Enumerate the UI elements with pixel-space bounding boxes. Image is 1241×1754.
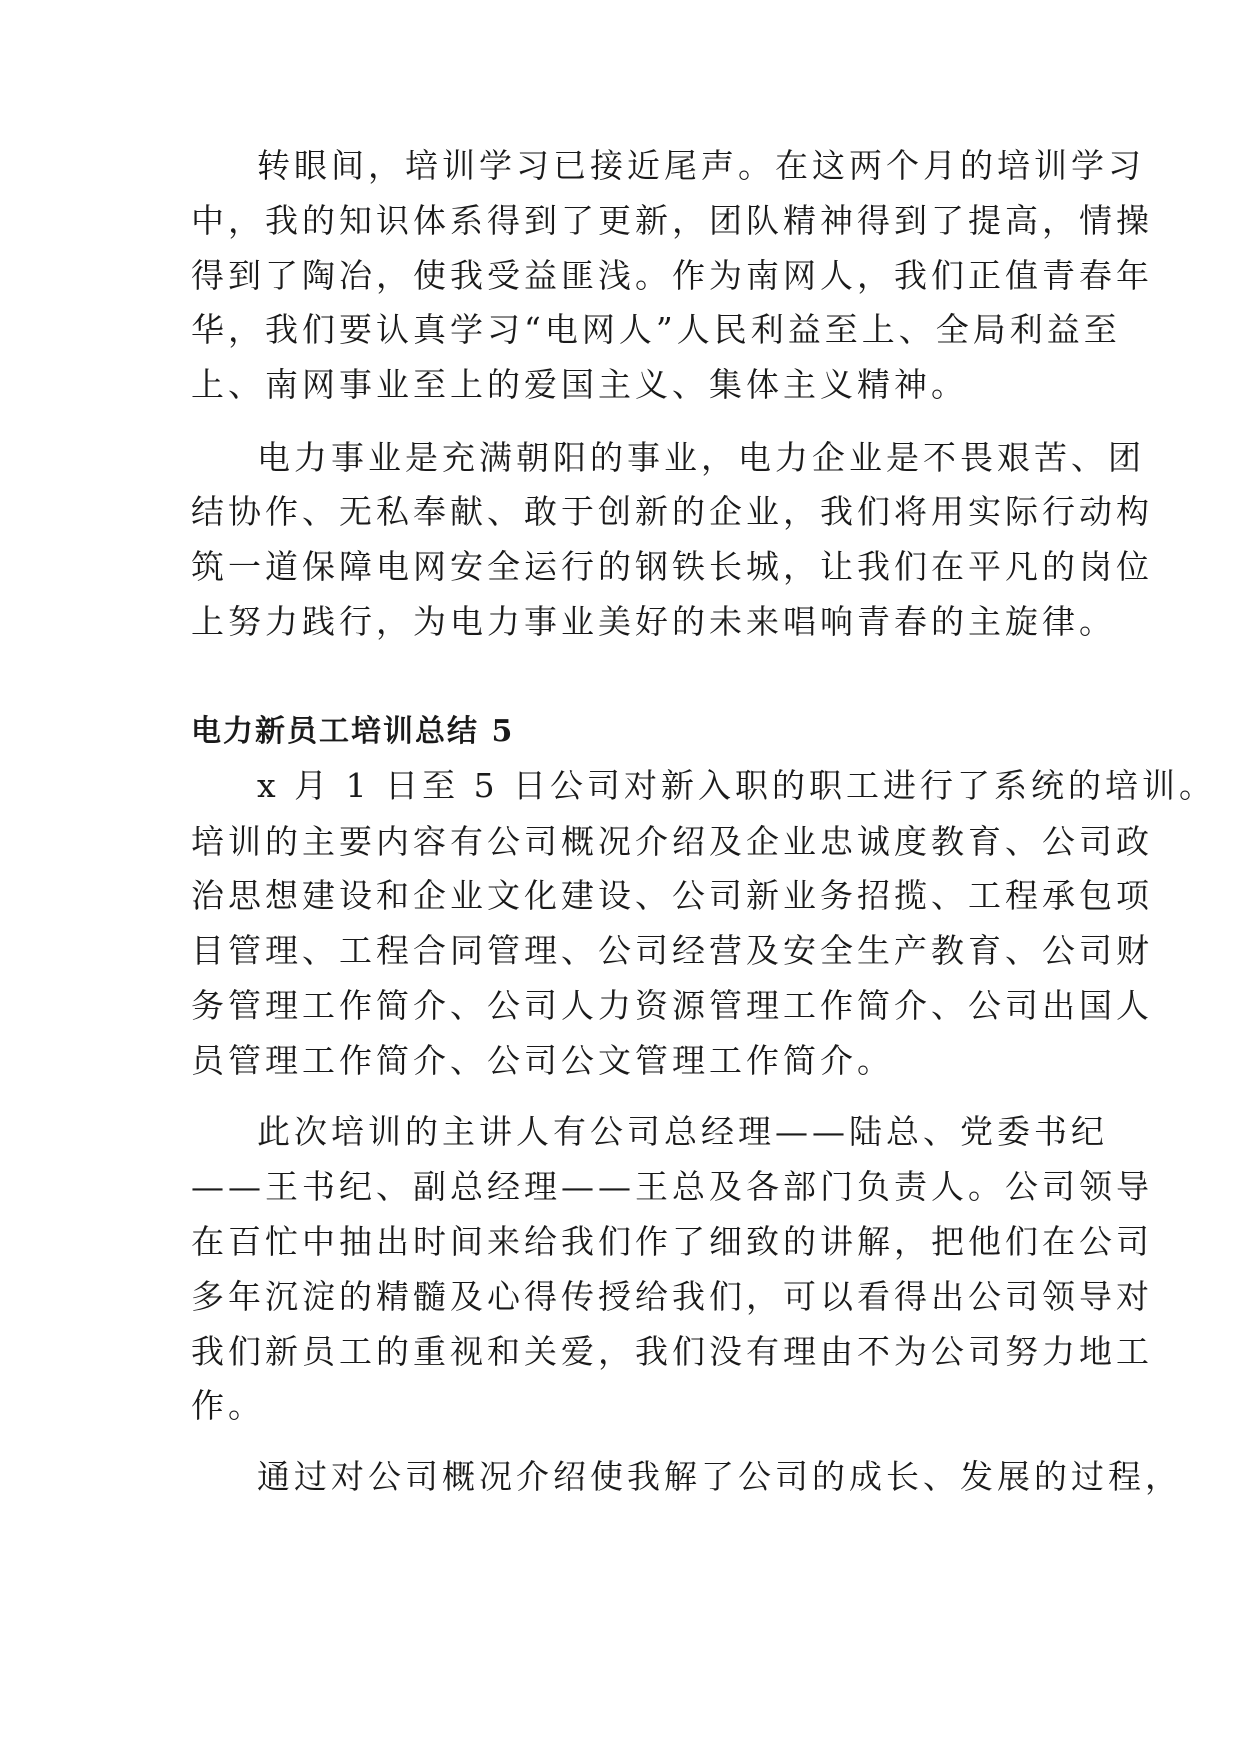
paragraph-line: 筑一道保障电网安全运行的钢铁长城，让我们在平凡的岗位 [191,547,1153,586]
paragraph-line: 多年沉淀的精髓及心得传授给我们，可以看得出公司领导对 [191,1277,1153,1316]
paragraph-line: 治思想建设和企业文化建设、公司新业务招揽、工程承包项 [191,876,1153,915]
paragraph-line: 务管理工作简介、公司人力资源管理工作简介、公司出国人 [191,986,1153,1025]
section-heading: 电力新员工培训总结 5 [191,714,515,749]
paragraph-line: 上、南网事业至上的爱国主义、集体主义精神。 [191,365,968,404]
paragraph-line: ——王书纪、副总经理——王总及各部门负责人。公司领导 [191,1167,1153,1206]
paragraph-line: 在百忙中抽出时间来给我们作了细致的讲解，把他们在公司 [191,1222,1153,1261]
paragraph-line: 转眼间，培训学习已接近尾声。在这两个月的培训学习 [257,146,1145,185]
paragraph-line: 电力事业是充满朝阳的事业，电力企业是不畏艰苦、团 [257,438,1145,477]
paragraph-line: 作。 [191,1386,265,1425]
paragraph-line: 结协作、无私奉献、敢于创新的企业，我们将用实际行动构 [191,492,1153,531]
paragraph-line: 培训的主要内容有公司概况介绍及企业忠诚度教育、公司政 [191,822,1153,861]
paragraph-line: 华，我们要认真学习“电网人”人民利益至上、全局利益至 [191,310,1121,349]
paragraph-line: 通过对公司概况介绍使我解了公司的成长、发展的过程， [257,1457,1182,1496]
paragraph-line: 中，我的知识体系得到了更新，团队精神得到了提高，情操 [191,201,1153,240]
paragraph-line: 我们新员工的重视和关爱，我们没有理由不为公司努力地工 [191,1332,1153,1371]
paragraph-line: 上努力践行，为电力事业美好的未来唱响青春的主旋律。 [191,602,1116,641]
paragraph-line: 目管理、工程合同管理、公司经营及安全生产教育、公司财 [191,931,1153,970]
paragraph-line: 员管理工作简介、公司公文管理工作简介。 [191,1041,894,1080]
paragraph-line: 此次培训的主讲人有公司总经理——陆总、党委书纪 [257,1112,1108,1151]
paragraph-line: x 月 1 日至 5 日公司对新入职的职工进行了系统的培训。 [257,766,1217,805]
paragraph-line: 得到了陶冶，使我受益匪浅。作为南网人，我们正值青春年 [191,256,1153,295]
